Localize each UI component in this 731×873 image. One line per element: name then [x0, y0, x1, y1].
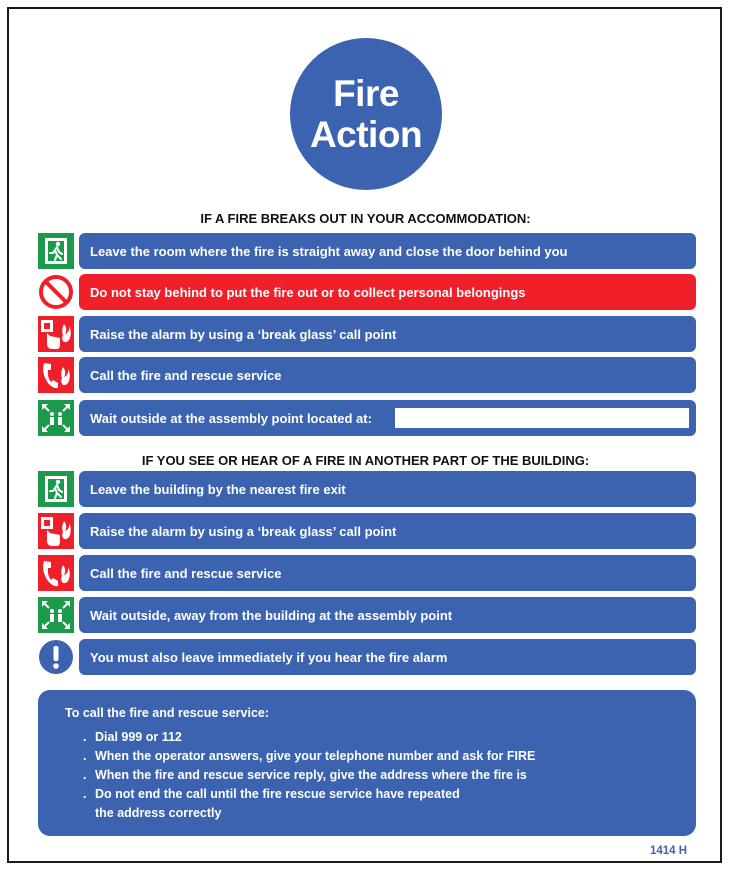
instruction-bar	[79, 400, 696, 436]
list-item-text: When the operator answers, give your telephone number and ask for FIRE	[95, 749, 536, 763]
title-line-2: Action	[309, 114, 423, 155]
list-item-text: When the fire and rescue service reply, give the address where the fire is	[95, 768, 527, 782]
instruction-bar: Call the fire and rescue service	[79, 357, 696, 393]
instruction-row	[38, 316, 696, 352]
info-list	[83, 728, 535, 823]
assembly-point-icon	[38, 597, 74, 633]
bullet: .	[83, 768, 87, 782]
title-line-1: Fire	[333, 73, 399, 114]
assembly-point-address-field	[395, 408, 689, 428]
warning-bar: Do not stay behind to put the fire out or to collect personal belongings	[79, 274, 696, 310]
assembly-point-label: Wait outside at the assembly point located at:	[90, 410, 372, 426]
fire-exit-running-man-icon	[38, 233, 74, 269]
instruction-row	[38, 357, 696, 393]
assembly-point-icon	[38, 400, 74, 436]
instruction-bar: Leave the building by the nearest fire exit	[79, 471, 696, 507]
instruction-row	[38, 400, 696, 436]
exclamation-icon	[38, 639, 74, 675]
bullet: .	[83, 787, 87, 801]
section-heading-other-part: IF YOU SEE OR HEAR OF A FIRE IN ANOTHER PART OF THE BUILDING:	[141, 453, 590, 468]
list-item	[83, 766, 535, 785]
list-item-continuation: the address correctly	[95, 806, 222, 820]
bullet: .	[83, 730, 87, 744]
instruction-bar: Raise the alarm by using a ‘break glass’ call point	[79, 316, 696, 352]
instruction-row	[38, 597, 696, 633]
break-glass-alarm-icon	[38, 513, 74, 549]
instruction-bar: Wait outside, away from the building at the assembly point	[79, 597, 696, 633]
instruction-row	[38, 555, 696, 591]
instruction-bar: You must also leave immediately if you hear the fire alarm	[79, 639, 696, 675]
list-item-text: Do not end the call until the fire rescue service have repeated	[95, 787, 460, 801]
instruction-row	[38, 233, 696, 269]
prohibition-icon	[38, 274, 74, 310]
list-item	[83, 728, 535, 747]
emergency-call-info-panel	[38, 690, 696, 836]
instruction-row	[38, 274, 696, 310]
fire-exit-running-man-icon	[38, 471, 74, 507]
instruction-bar: Leave the room where the fire is straight away and close the door behind you	[79, 233, 696, 269]
list-item	[83, 785, 535, 823]
break-glass-alarm-icon	[38, 316, 74, 352]
bullet: .	[83, 749, 87, 763]
instruction-row	[38, 639, 696, 675]
instruction-row	[38, 471, 696, 507]
instruction-bar: Raise the alarm by using a ‘break glass’ call point	[79, 513, 696, 549]
section-heading-accommodation: IF A FIRE BREAKS OUT IN YOUR ACCOMMODATION:	[200, 211, 531, 226]
sign-product-code: 1414 H	[650, 845, 688, 857]
fire-telephone-icon	[38, 357, 74, 393]
instruction-row	[38, 513, 696, 549]
list-item	[83, 747, 535, 766]
fire-telephone-icon	[38, 555, 74, 591]
list-item-text: Dial 999 or 112	[95, 730, 182, 744]
instruction-bar: Call the fire and rescue service	[79, 555, 696, 591]
info-intro: To call the fire and rescue service:	[65, 706, 270, 720]
title-circle	[290, 38, 442, 190]
